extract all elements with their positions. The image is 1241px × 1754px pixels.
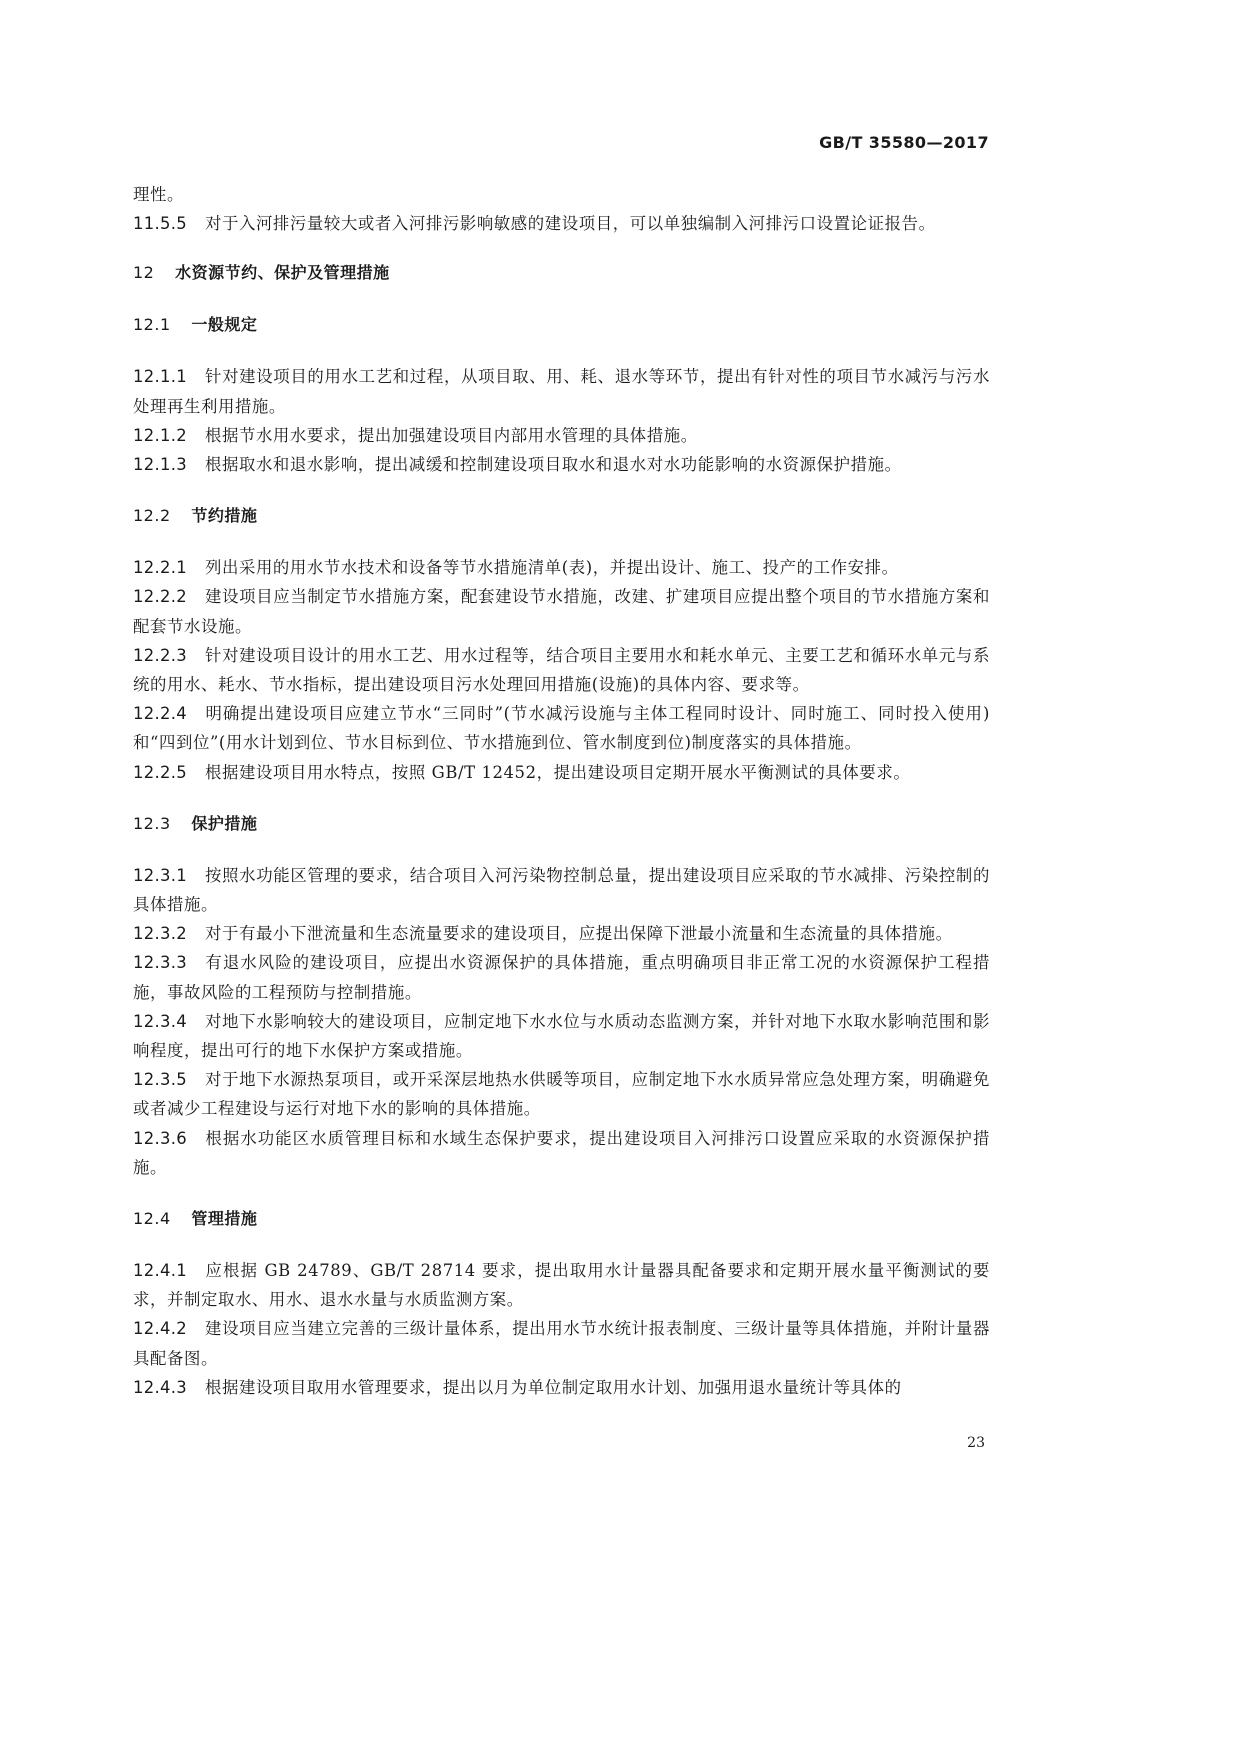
clause-text: 水资源节约、保护及管理措施 [175, 263, 390, 283]
clause-number: 12.4.1 [133, 1261, 187, 1281]
clause-text: 对于有最小下泄流量和生态流量要求的建设项目，应提出保障下泄最小流量和生态流量的具体措施。 [204, 924, 953, 944]
page-number: 23 [967, 1435, 985, 1451]
clause-paragraph [133, 553, 990, 582]
clause-paragraph [133, 758, 990, 787]
clause-paragraph [133, 582, 990, 640]
clause-text: 对于入河排污量较大或者入河排污影响敏感的建设项目，可以单独编制入河排污口设置论证报告。 [204, 214, 936, 234]
clause-number: 12.2 [133, 506, 171, 526]
clause-number: 12.2.2 [133, 587, 187, 607]
clause-text: 明确提出建设项目应建立节水“三同时”(节水减污设施与主体工程同时设计、同时施工、同时投入使用)和“四到位”(用水计划到位、节水目标到位、节水措施到位、管水制度到位)制度落实的具体措施。 [133, 704, 990, 753]
clause-number: 12.4.3 [133, 1377, 187, 1397]
clause-number: 12.3.2 [133, 924, 187, 944]
clause-paragraph [133, 1256, 990, 1314]
clause-paragraph [133, 948, 990, 1006]
clause-number: 12.3.3 [133, 953, 187, 973]
clause-number: 12.4.2 [133, 1319, 187, 1339]
clause-text: 根据取水和退水影响，提出减缓和控制建设项目取水和退水对水功能影响的水资源保护措施。 [204, 455, 902, 475]
clause-paragraph [133, 450, 990, 479]
clause-number: 12.2.4 [133, 704, 187, 724]
clause-paragraph [133, 1007, 990, 1065]
standard-code-header: GB/T 35580—2017 [819, 133, 989, 152]
clause-paragraph [133, 1373, 990, 1402]
clause-text: 保护措施 [191, 813, 258, 833]
clause-number: 12.3.6 [133, 1128, 187, 1148]
clause-paragraph [133, 861, 990, 919]
section-heading [133, 501, 990, 530]
clause-text: 根据建设项目用水特点，按照 GB/T 12452，提出建设项目定期开展水平衡测试的具体要求。 [204, 762, 911, 782]
section-gap [133, 479, 990, 501]
clause-number: 12.1.3 [133, 455, 187, 475]
clause-text: 一般规定 [191, 315, 258, 335]
chapter-heading [133, 258, 990, 287]
section-heading [133, 310, 990, 339]
clause-number: 12.2.5 [133, 762, 187, 782]
clause-number: 12.3.1 [133, 865, 187, 885]
clause-paragraph [133, 699, 990, 757]
clause-paragraph [133, 421, 990, 450]
clause-text: 应根据 GB 24789、GB/T 28714 要求，提出取用水计量器具配备要求和定期开展水量平衡测试的要求，并制定取水、用水、退水水量与水质监测方案。 [133, 1261, 990, 1310]
clause-number: 12.3.5 [133, 1070, 187, 1090]
clause-text: 根据建设项目取用水管理要求，提出以月为单位制定取用水计划、加强用退水量统计等具体的 [204, 1377, 902, 1397]
clause-text: 根据水功能区水质管理目标和水域生态保护要求，提出建设项目入河排污口设置应采取的水资源保护措施。 [133, 1128, 990, 1177]
clause-paragraph [133, 919, 990, 948]
clause-text: 针对建设项目的用水工艺和过程，从项目取、用、耗、退水等环节，提出有针对性的项目节水减污与污水处理再生利用措施。 [133, 367, 990, 416]
clause-text: 理性。 [133, 185, 184, 204]
clause-paragraph [133, 1124, 990, 1182]
clause-text: 建设项目应当制定节水措施方案，配套建设节水措施，改建、扩建项目应提出整个项目的节水措施方案和配套节水设施。 [133, 587, 990, 636]
clause-number: 12.3.4 [133, 1011, 187, 1031]
clause-text: 建设项目应当建立完善的三级计量体系，提出用水节水统计报表制度、三级计量等具体措施，并附计量器具配备图。 [133, 1319, 990, 1368]
clause-paragraph [133, 641, 990, 699]
section-heading [133, 809, 990, 838]
clause-text: 有退水风险的建设项目，应提出水资源保护的具体措施，重点明确项目非正常工况的水资源保护工程措施，事故风险的工程预防与控制措施。 [133, 953, 990, 1002]
clause-paragraph [133, 1314, 990, 1372]
clause-number: 12.1.1 [133, 367, 187, 387]
clause-number: 12.3 [133, 813, 171, 833]
section-gap [133, 787, 990, 809]
clause-text: 根据节水用水要求，提出加强建设项目内部用水管理的具体措施。 [204, 425, 698, 445]
document-body [133, 180, 990, 1402]
clause-text: 列出采用的用水节水技术和设备等节水措施清单(表)，并提出设计、施工、投产的工作安排。 [204, 558, 899, 578]
clause-number: 12 [133, 263, 155, 283]
section-gap [133, 1182, 990, 1204]
clause-text: 对于地下水源热泵项目，或开采深层地热水供暖等项目，应制定地下水水质异常应急处理方案，明确避免或者减少工程建设与运行对地下水的影响的具体措施。 [133, 1070, 990, 1119]
clause-text: 对地下水影响较大的建设项目，应制定地下水水位与水质动态监测方案，并针对地下水取水影响范围和影响程度，提出可行的地下水保护方案或措施。 [133, 1011, 990, 1061]
clause-number: 12.2.3 [133, 645, 187, 665]
clause-text: 按照水功能区管理的要求，结合项目入河污染物控制总量，提出建设项目应采取的节水减排、污染控制的具体措施。 [133, 865, 990, 915]
clause-text: 管理措施 [191, 1209, 258, 1229]
clause-number: 12.1 [133, 315, 171, 335]
clause-paragraph [133, 209, 990, 238]
clause-number: 12.4 [133, 1209, 171, 1229]
clause-number: 11.5.5 [133, 214, 187, 234]
section-heading [133, 1204, 990, 1233]
clause-paragraph [133, 180, 990, 209]
clause-paragraph [133, 362, 990, 420]
clause-number: 12.2.1 [133, 558, 187, 578]
clause-paragraph [133, 1065, 990, 1123]
clause-text: 针对建设项目设计的用水工艺、用水过程等，结合项目主要用水和耗水单元、主要工艺和循环水单元与系统的用水、耗水、节水指标，提出建设项目污水处理回用措施(设施)的具体内容、要求等。 [133, 645, 990, 695]
clause-text: 节约措施 [191, 506, 258, 526]
clause-number: 12.1.2 [133, 425, 187, 445]
